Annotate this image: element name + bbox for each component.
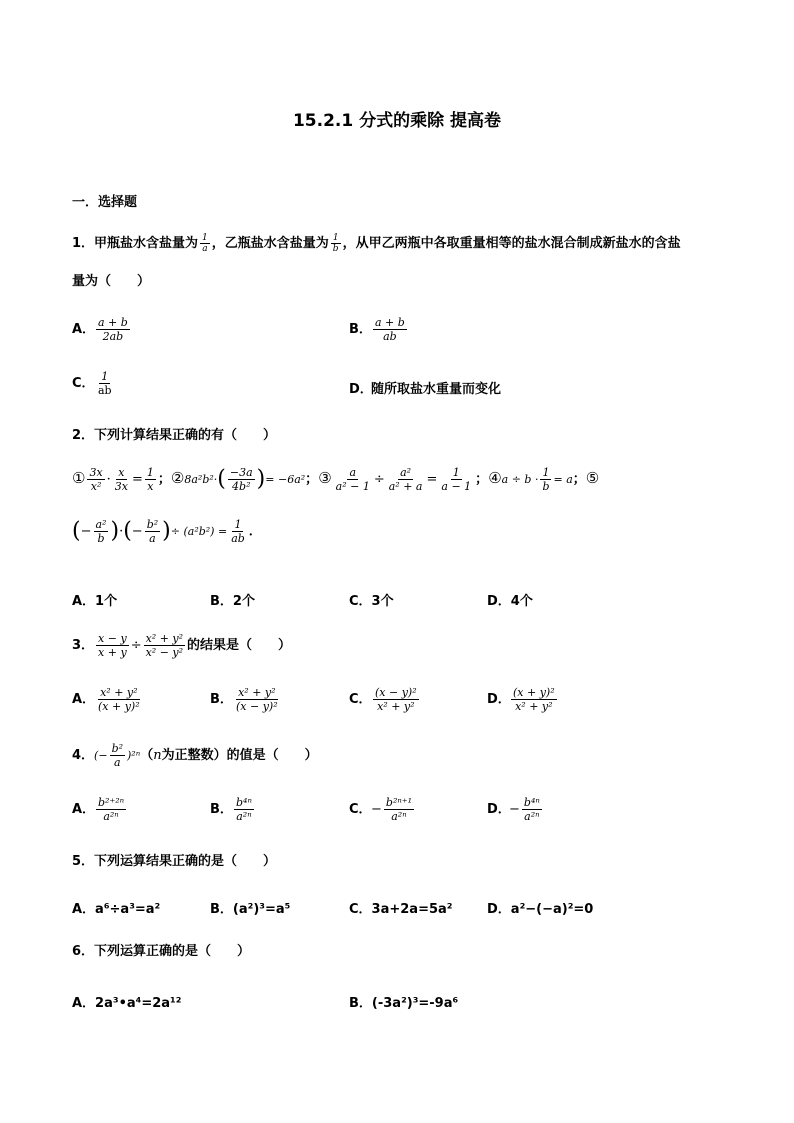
q3-option-c: C． $\frac{\text{(x − y)²}}{\text{x² + y²}}$ xyxy=(349,686,417,713)
question-1 xyxy=(72,232,732,256)
q5-option-a: A．a⁶÷a³=a² xyxy=(72,902,161,917)
q5-option-d: D．a²−(−a)²=0 xyxy=(487,902,594,917)
q2-option-a: A．1个 xyxy=(72,594,118,609)
q2-e3-frac-c: $\frac{1}{a - 1}$ xyxy=(441,466,472,493)
q2-e5-frac-b: $\frac{\text{b²}}{a}$ xyxy=(146,518,159,545)
q2-e1-frac-a: $\frac{3x}{\text{x²}}$ xyxy=(89,466,103,493)
q4-option-a: A． $\frac{\text{b²⁺²ⁿ}}{\text{a²ⁿ}}$ xyxy=(72,796,125,823)
q1-option-b: B． $\frac{a + b}{ab}$ xyxy=(349,316,405,343)
question-2-expression-5: (− $\frac{\text{a²}}{b}$ )·(− $\frac{\text{b²}}{a}$ )÷ (a²b²) = $\frac{1}{ab}$ ． xyxy=(72,518,262,545)
q1-fraction-a: $\frac{1}{a}$ xyxy=(202,233,208,254)
q2-e2-frac: $\frac{-3a}{\text{4b²}}$ xyxy=(229,466,253,493)
q6-option-a: A．2a³•a⁴=2a¹² xyxy=(72,996,182,1011)
question-5-stem: 5．下列运算结果正确的是（ ） xyxy=(72,854,277,869)
q1-option-a: A． $\frac{a + b}{2ab}$ xyxy=(72,316,128,343)
q1-stem-post: ，从甲乙两瓶中各取重量相等的盐水混合制成新盐水的含盐 xyxy=(342,236,681,251)
q2-e5-frac-c: $\frac{1}{ab}$ xyxy=(231,518,245,545)
q1-fraction-b: $\frac{1}{b}$ xyxy=(332,233,339,254)
q1-option-c: C． $\frac{1}{ab}$ xyxy=(72,370,112,397)
q1-option-a-fraction: $\frac{a + b}{2ab}$ xyxy=(98,316,128,343)
q2-e1-frac-c: $\frac{1}{x}$ xyxy=(146,466,154,493)
q2-e3-frac-a: $\frac{a}{\text{a² − 1}}$ xyxy=(335,466,370,493)
q4-frac: $\frac{\text{b²}}{a}$ xyxy=(111,742,124,769)
q1-stem-pre: 1．甲瓶盐水含盐量为 xyxy=(72,236,199,251)
q2-e5-frac-a: $\frac{\text{a²}}{b}$ xyxy=(95,518,107,545)
q2-e3-frac-b: $\frac{\text{a²}}{\text{a² + a}}$ xyxy=(388,466,423,493)
question-1-line2: 量为（ ） xyxy=(72,274,151,289)
q5-option-c: C．3a+2a=5a² xyxy=(349,902,453,917)
q1-option-d: D．随所取盐水重量而变化 xyxy=(349,382,502,397)
question-3: 3． $\frac{x - y}{x + y}$ ÷ $\frac{\text{x² + y²}}{\text{x² − y²}}$ 的结果是（ ） xyxy=(72,632,292,659)
q3-option-b: B． $\frac{\text{x² + y²}}{\text{(x − y)²}}$ xyxy=(210,686,278,713)
q4-option-d: D．− $\frac{\text{b⁴ⁿ}}{\text{a²ⁿ}}$ xyxy=(487,796,540,823)
q2-option-b: B．2个 xyxy=(210,594,255,609)
q3-frac-b: $\frac{\text{x² + y²}}{\text{x² − y²}}$ xyxy=(145,632,184,659)
q3-frac-a: $\frac{x - y}{x + y}$ xyxy=(98,632,127,659)
q4-option-c: C．− $\frac{\text{b²ⁿ⁺¹}}{\text{a²ⁿ}}$ xyxy=(349,796,413,823)
q1-option-c-fraction: $\frac{1}{ab}$ xyxy=(98,370,112,397)
q5-option-b: B．(a²)³=a⁵ xyxy=(210,902,291,917)
q1-option-b-fraction: $\frac{a + b}{ab}$ xyxy=(375,316,405,343)
q3-option-a: A． $\frac{\text{x² + y²}}{\text{(x + y)²}}$ xyxy=(72,686,140,713)
question-6-stem: 6．下列运算正确的是（ ） xyxy=(72,944,251,959)
q2-e4-frac: $\frac{1}{b}$ xyxy=(542,466,550,493)
question-2-expressions: ① $\frac{3x}{\text{x²}}$ · $\frac{x}{3x}$ = $\frac{1}{x}$ ；②8a²b²·( $\frac{-3a}{\text{4b²}}$ )= −6a²；③ $\frac{a}{\text{a² − 1}}$ ÷ $\frac{\text{a²}}{\text{a² + a}}$ = $\frac{1}{a - 1}$ ；④a ÷ b · $\frac{1}{b}$ = a；⑤ xyxy=(72,466,600,493)
q3-option-d: D． $\frac{\text{(x + y)²}}{\text{x² + y²}}$ xyxy=(487,686,555,713)
question-4: 4．(− $\frac{\text{b²}}{a}$ )²ⁿ（n为正整数）的值是（ ） xyxy=(72,742,318,769)
q2-e1-frac-b: $\frac{x}{3x}$ xyxy=(114,466,128,493)
q4-option-b: B． $\frac{\text{b⁴ⁿ}}{\text{a²ⁿ}}$ xyxy=(210,796,252,823)
section-heading: 一．选择题 xyxy=(72,195,138,210)
q2-option-d: D．4个 xyxy=(487,594,533,609)
page-title: 15.2.1 分式的乘除 提高卷 xyxy=(292,111,502,131)
q1-stem-mid: ，乙瓶盐水含盐量为 xyxy=(211,236,329,251)
q6-option-b: B．(-3a²)³=-9a⁶ xyxy=(349,996,459,1011)
question-2-stem: 2．下列计算结果正确的有（ ） xyxy=(72,428,277,443)
q2-option-c: C．3个 xyxy=(349,594,394,609)
